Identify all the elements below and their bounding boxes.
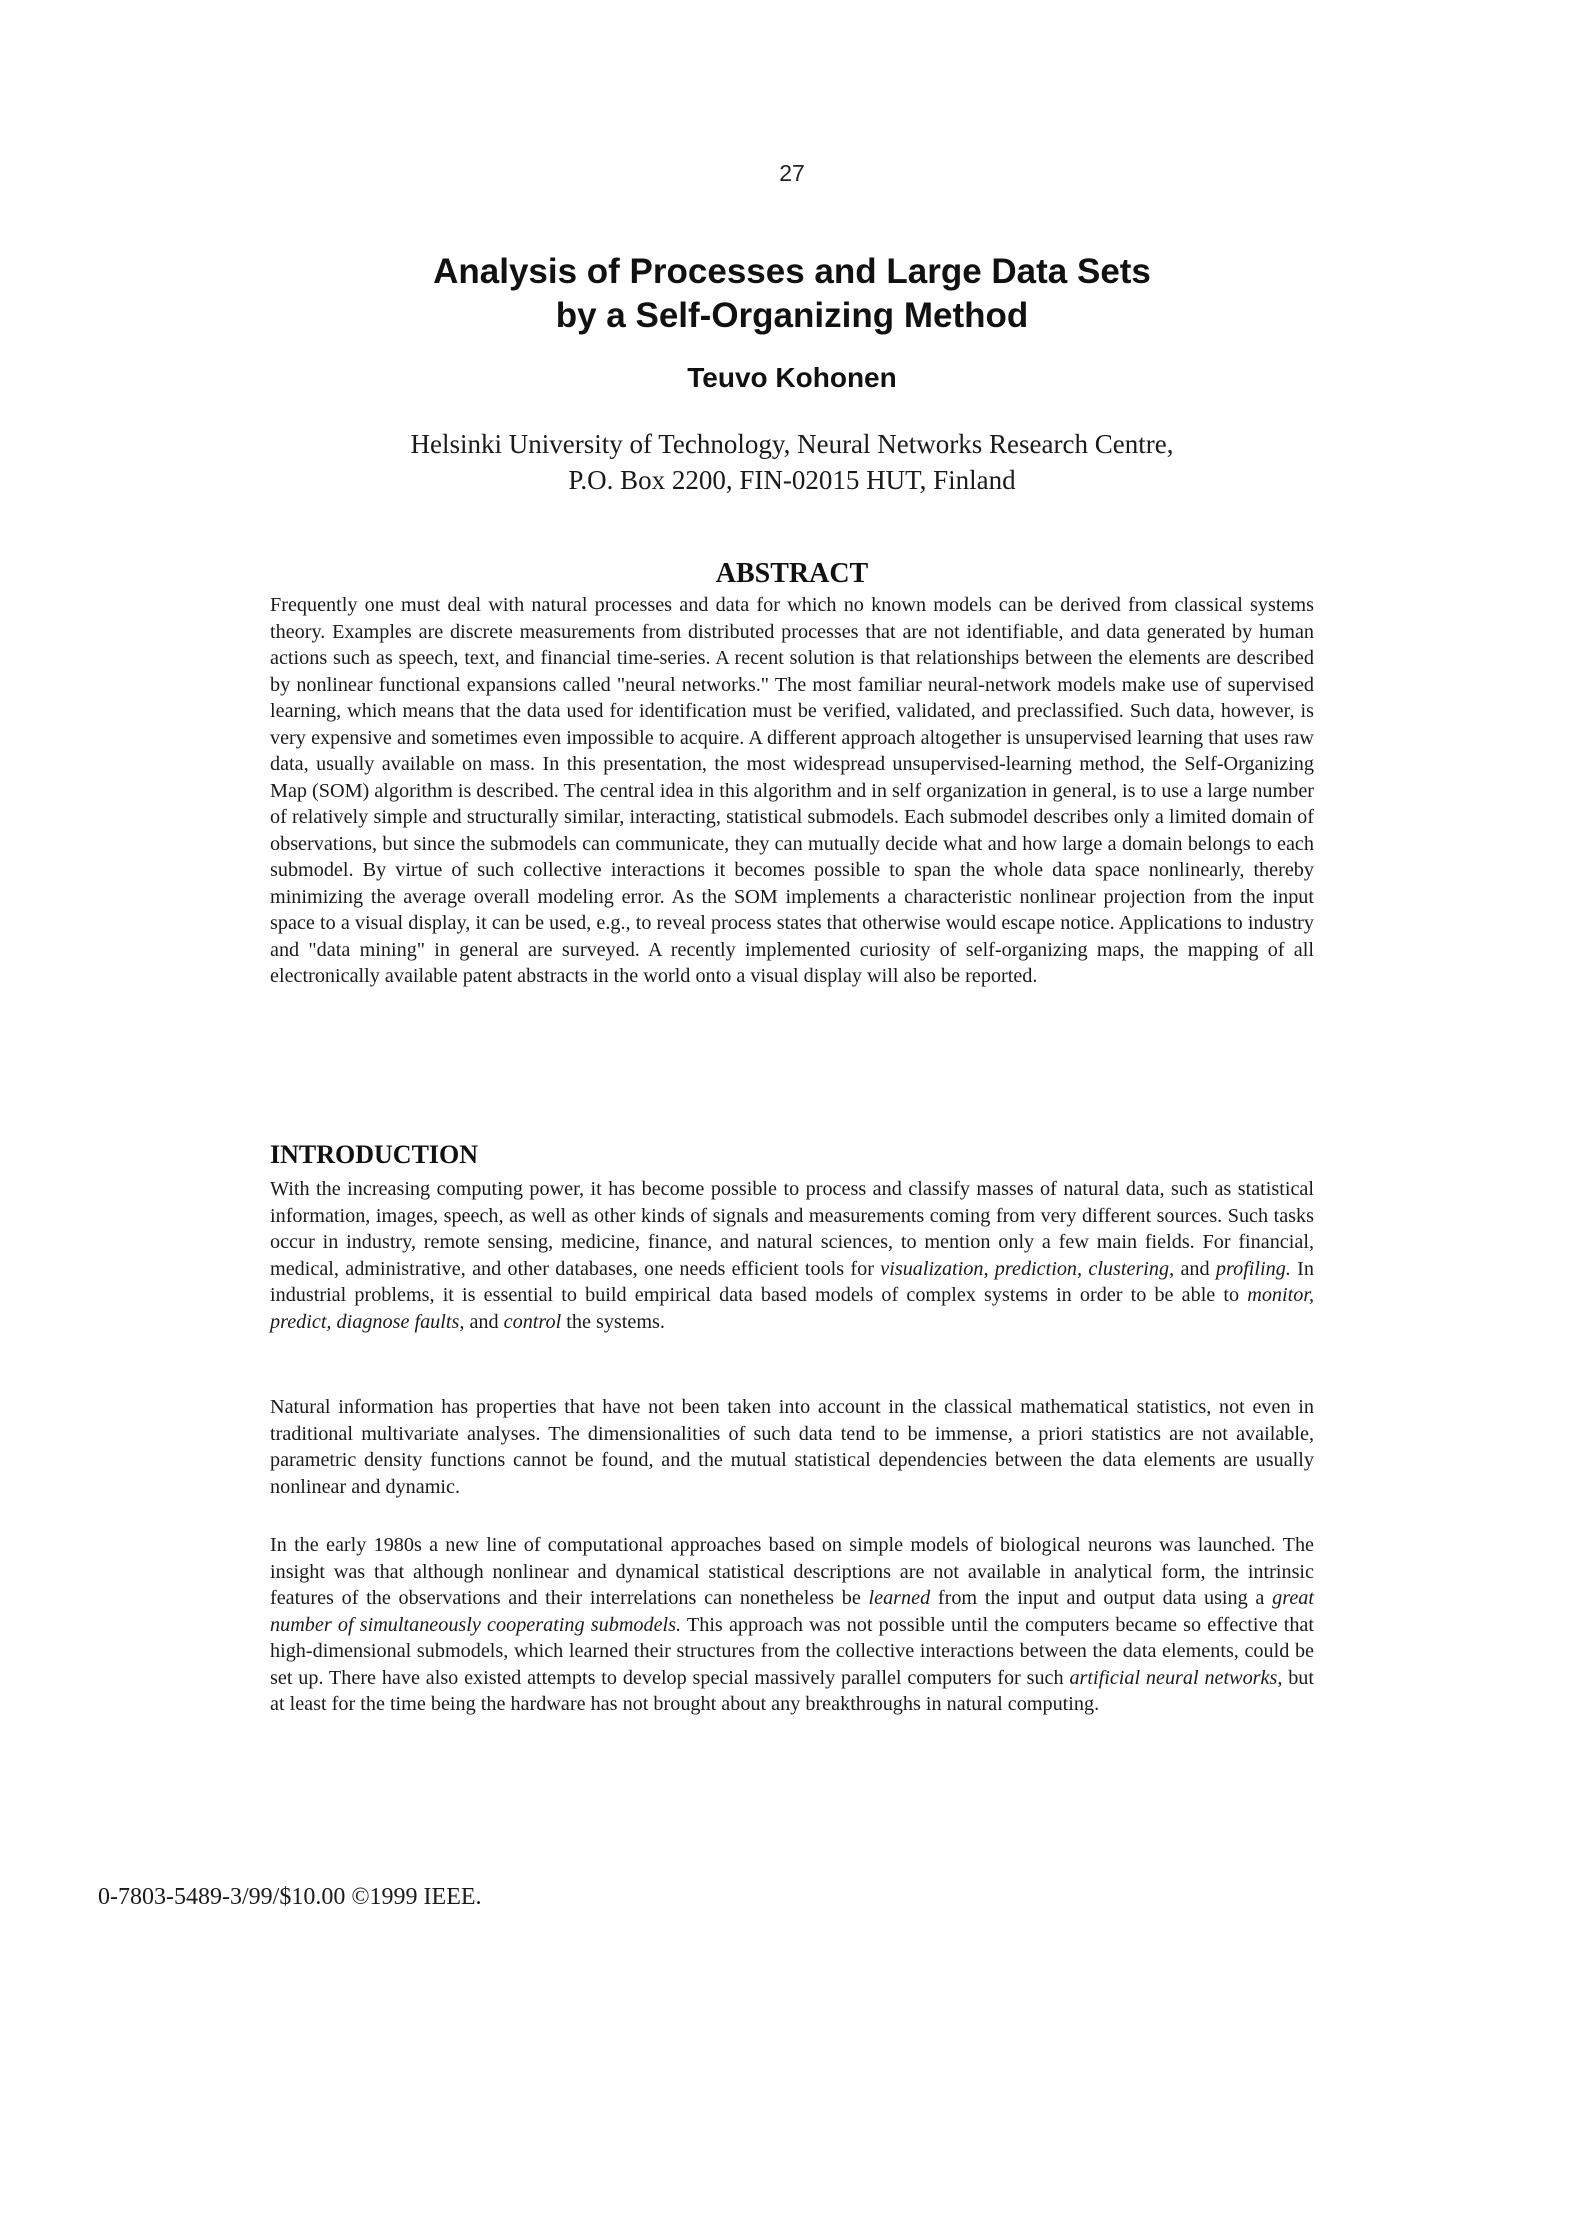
text-run: but at least for the time being the hardware has not brought about any breakthroughs in natural computing. xyxy=(270,1666,1315,1715)
affiliation-line-2: P.O. Box 2200, FIN-02015 HUT, Finland xyxy=(568,465,1016,495)
text-run: and xyxy=(464,1310,504,1333)
introduction-paragraph-2 xyxy=(270,1394,1314,1500)
author-name: Teuvo Kohonen xyxy=(687,362,897,393)
text-run: from the input and output data using a xyxy=(930,1587,1273,1609)
text-run: In the early 1980s a new line of computational approaches based on simple models of biological neurons was launched. The insight was that although nonlinear and dynamical statistical descriptions are not available in analytical form, the intrinsic features of the observations and their interrelations can nonetheless be xyxy=(270,1534,1314,1609)
text-run: and xyxy=(1174,1257,1216,1280)
text-run: With the increasing computing power, it has become possible to process and classify masses of natural data, such as statistical information, images, speech, as well as other kinds of signals and measurements coming from very different sources. Such tasks occur in industry, remote sensing, medicine, finance, and natural sciences, to mention only a few main fields. For financial, medical, administrative, and other databases, one needs efficient tools for xyxy=(270,1178,1314,1280)
italic-text: monitor, predict, diagnose faults, xyxy=(270,1284,1314,1333)
abstract-body xyxy=(270,592,1314,990)
title-line-2: by a Self-Organizing Method xyxy=(555,296,1029,335)
italic-text: great number of simultaneously cooperating submodels. xyxy=(270,1587,1314,1636)
introduction-heading: INTRODUCTION xyxy=(270,1140,479,1169)
paragraph-text xyxy=(270,1176,1314,1335)
title-line-1: Analysis of Processes and Large Data Sets xyxy=(433,252,1151,291)
introduction-paragraph-3 xyxy=(270,1532,1314,1718)
paragraph-text: Natural information has properties that have not been taken into account in the classical mathematical statistics, not even in traditional multivariate analyses. The dimensionalities of such data tend to be immense, a priori statistics are not available, parametric density functions cannot be found, and the mutual statistical dependencies between the data elements are usually nonlinear and dynamic. xyxy=(270,1396,1314,1498)
copyright-footer: 0-7803-5489-3/99/$10.00 ©1999 IEEE. xyxy=(98,1884,482,1910)
text-run: In industrial problems, it is essential to build empirical data based models of complex systems in order to be able to xyxy=(270,1257,1314,1306)
text-run: This approach was not possible until the computers became so effective that high-dimensional submodels, which learned their structures from the collective interactions between the data elements, could be set up. There have also existed attempts to develop special massively parallel computers for such xyxy=(270,1613,1314,1689)
italic-text: learned xyxy=(868,1587,931,1609)
author-affiliation xyxy=(0,426,1584,498)
italic-text: control xyxy=(503,1310,562,1333)
introduction-paragraph-1 xyxy=(270,1176,1314,1335)
page-number: 27 xyxy=(779,160,805,186)
affiliation-line-1: Helsinki University of Technology, Neural Networks Research Centre, xyxy=(410,429,1174,459)
italic-text: artificial neural networks, xyxy=(1069,1666,1283,1689)
italic-text: visualization, prediction, clustering, xyxy=(880,1257,1175,1280)
paper-title xyxy=(0,250,1584,338)
paragraph-text xyxy=(270,1532,1314,1718)
abstract-paragraph: Frequently one must deal with natural processes and data for which no known models can be derived from classical systems theory. Examples are discrete measurements from distributed processes that are not identifiable, and data generated by human actions such as speech, text, and financial time-series. A recent solution is that relationships between the elements are described by nonlinear functional expansions called "neural networks." The most familiar neural-network models make use of supervised learning, which means that the data used for identification must be verified, validated, and preclassified. Such data, however, is very expensive and sometimes even impossible to acquire. A different approach altogether is unsupervised learning that uses raw data, usually available on mass. In this presentation, the most widespread unsupervised-learning method, the Self-Organizing Map (SOM) algorithm is described. The central idea in this algorithm and in self organization in general, is to use a large number of relatively simple and structurally similar, interacting, statistical submodels. Each submodel describes only a limited domain of observations, but since the submodels can communicate, they can mutually decide what and how large a domain belongs to each submodel. By virtue of such collective interactions it becomes possible to span the whole data space nonlinearly, thereby minimizing the average overall modeling error. As the SOM implements a characteristic nonlinear projection from the input space to a visual display, it can be used, e.g., to reveal process states that otherwise would escape notice. Applications to industry and "data mining" in general are surveyed. A recently implemented curiosity of self-organizing maps, the mapping of all electronically available patent abstracts in the world onto a visual display will also be reported. xyxy=(270,594,1314,987)
text-run: the systems. xyxy=(561,1310,665,1333)
abstract-heading: ABSTRACT xyxy=(715,558,869,589)
italic-text: profiling. xyxy=(1215,1257,1291,1280)
